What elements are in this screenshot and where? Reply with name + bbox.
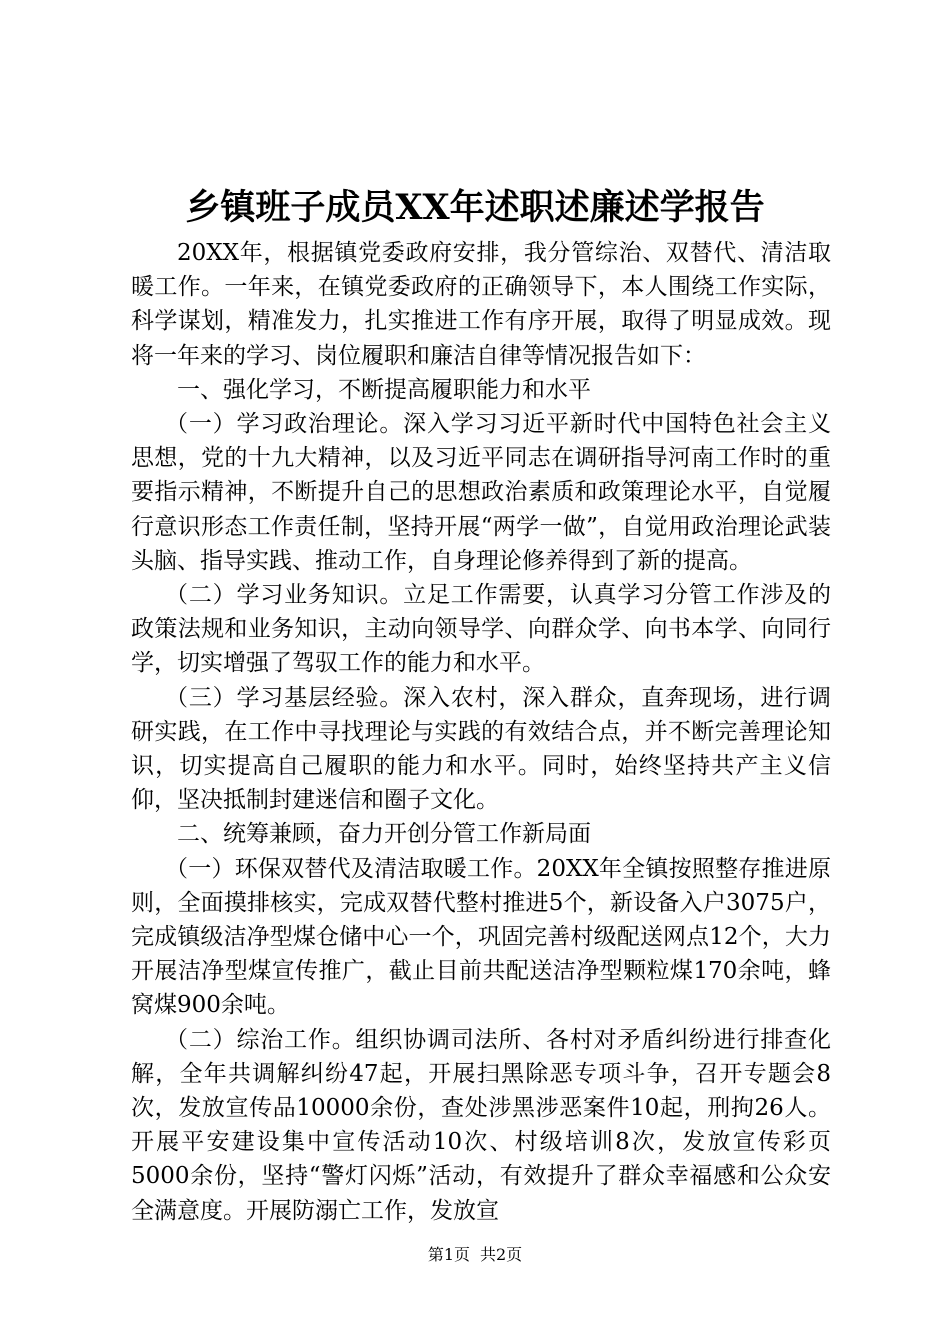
- subsection-paragraph-1-3: （三）学习基层经验。深入农村，深入群众，直奔现场，进行调研实践，在工作中寻找理论与实践的有效结合点，并不断完善理论知识，切实提高自己履职的能力和水平。同时，始终坚持共产主义信仰，坚决抵制封建迷信和圈子文化。: [131, 684, 831, 814]
- intro-paragraph: 20XX年，根据镇党委政府安排，我分管综治、双替代、清洁取暖工作。一年来，在镇党委政府的正确领导下，本人围绕工作实际，科学谋划，精准发力，扎实推进工作有序开展，取得了明显成效。现将一年来的学习、岗位履职和廉洁自律等情况报告如下：: [131, 240, 831, 369]
- section-heading-2: 二、统筹兼顾，奋力开创分管工作新局面: [177, 821, 591, 848]
- subsection-paragraph-1-2: （二）学习业务知识。立足工作需要，认真学习分管工作涉及的政策法规和业务知识，主动向领导学、向群众学、向书本学、向同行学，切实增强了驾驭工作的能力和水平。: [131, 582, 831, 677]
- document-body: [131, 236, 831, 1228]
- subsection-paragraph-2-1: （一）环保双替代及清洁取暖工作。20XX年全镇按照整存推进原则，全面摸排核实，完成双替代整村推进5个，新设备入户3075户，完成镇级洁净型煤仓储中心一个，巩固完善村级配送网点12个，大力开展洁净型煤宣传推广，截止目前共配送洁净型颗粒煤170余吨，蜂窝煤900余吨。: [131, 855, 831, 1019]
- page-footer: [0, 1244, 950, 1266]
- section-heading-1: 一、强化学习，不断提高履职能力和水平: [177, 376, 591, 403]
- page-number: 第1页: [427, 1245, 470, 1264]
- page-total: 共2页: [480, 1245, 523, 1264]
- subsection-paragraph-2-2: （二）综治工作。组织协调司法所、各村对矛盾纠纷进行排查化解，全年共调解纠纷47起，开展扫黑除恶专项斗争，召开专题会8次，发放宣传品10000余份，查处涉黑涉恶案件10起，刑拘26人。开展平安建设集中宣传活动10次、村级培训8次，发放宣传彩页5000余份，坚持“警灯闪烁”活动，有效提升了群众幸福感和公众安全满意度。开展防溺亡工作，发放宣: [131, 1026, 831, 1224]
- subsection-paragraph-1-1: （一）学习政治理论。深入学习习近平新时代中国特色社会主义思想，党的十九大精神，以及习近平同志在调研指导河南工作时的重要指示精神，不断提升自己的思想政治素质和政策理论水平，自觉履行意识形态工作责任制，坚持开展“两学一做”，自觉用政治理论武装头脑、指导实践、推动工作，自身理论修养得到了新的提高。: [131, 411, 831, 574]
- document-title: 乡镇班子成员XX年述职述廉述学报告: [185, 187, 765, 228]
